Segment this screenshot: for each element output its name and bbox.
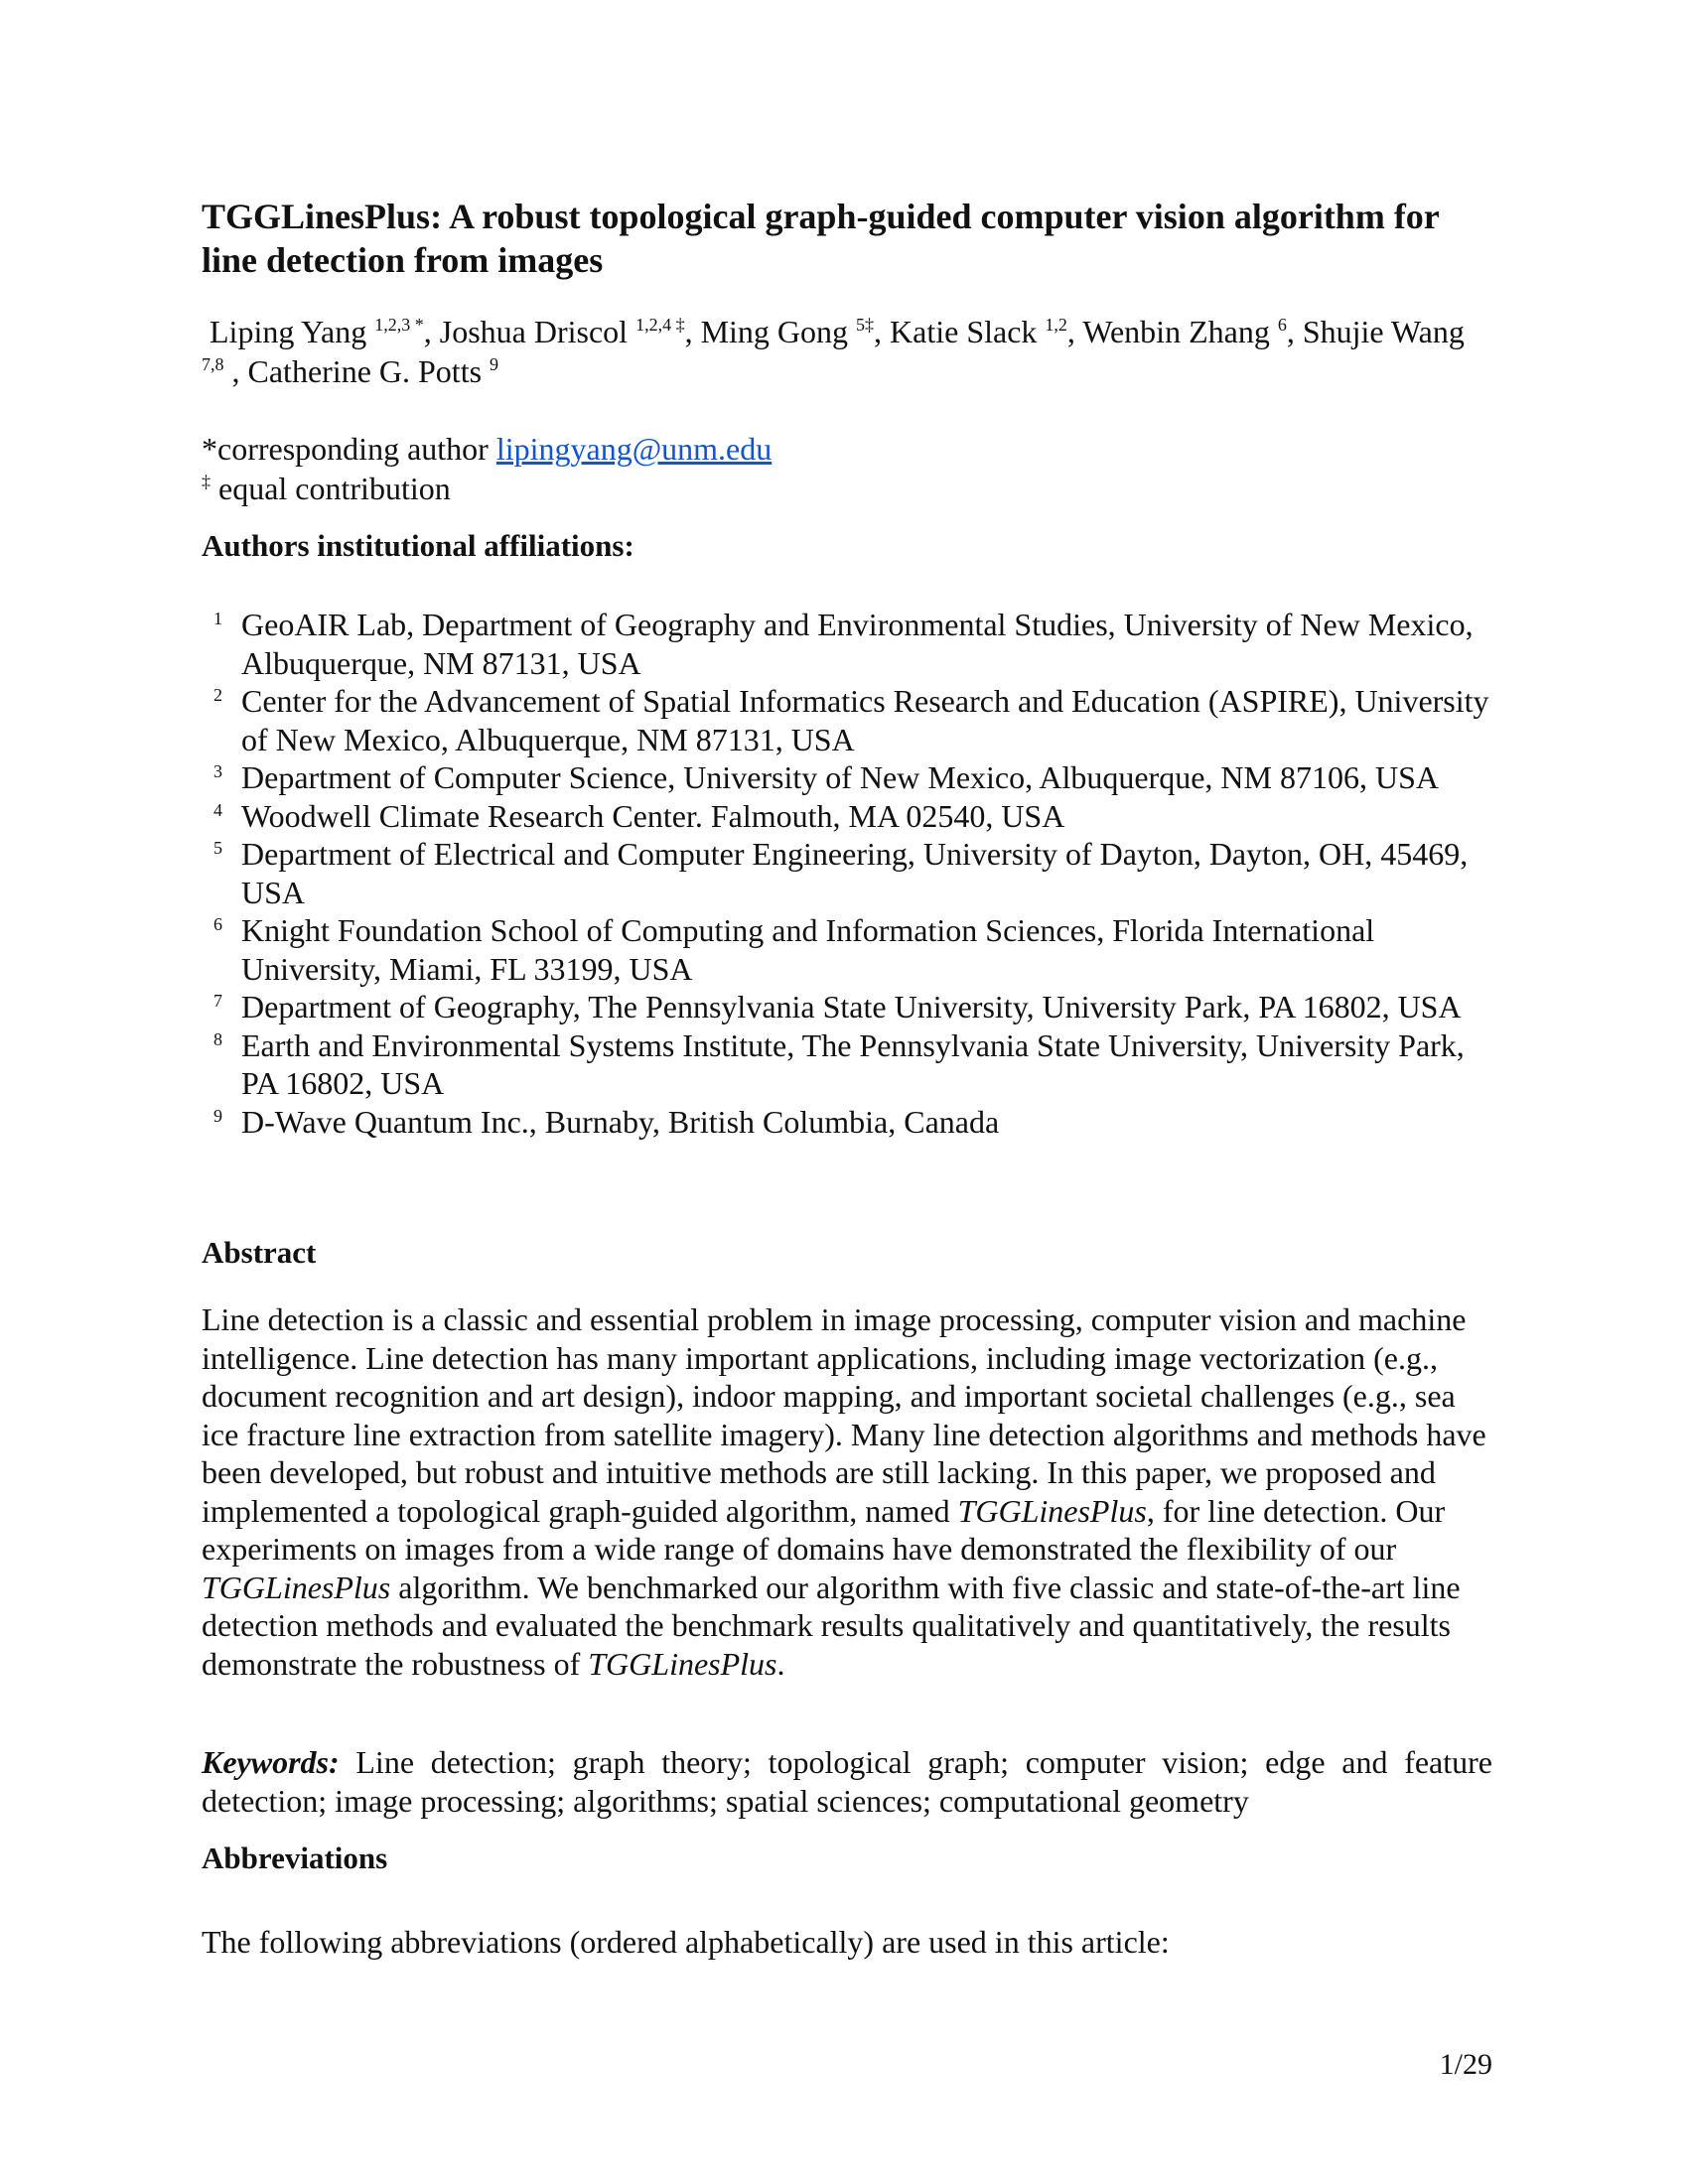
equal-contribution-text: equal contribution [211, 471, 451, 506]
abstract-text: Line detection is a classic and essential problem in image processing, computer vision and machine intelligence. Line detection has many important applications, including image vectorization (e.g., document recognition and art design), indoor mapping, and important societal challenges (e.g., sea ice fracture line extraction from satellite imagery). Many line detection algorithms and methods have been developed, but robust and intuitive methods are still lacking. In this paper, we proposed and implemented a topological graph-guided algorithm, named [202, 1301, 1486, 1529]
corresponding-author-line [202, 429, 1492, 469]
affiliation-number: 7 [213, 991, 222, 1011]
affiliation-item [202, 1103, 1492, 1142]
affiliation-item [202, 1026, 1492, 1103]
abstract-text: , for line detection. Our experiments on images from a wide range of domains have demonstrated the flexibility of our [202, 1492, 1446, 1567]
affiliation-item [202, 988, 1492, 1026]
author-separator: , [223, 353, 248, 389]
affiliation-text: Center for the Advancement of Spatial Informatics Research and Education (ASPIRE), University of New Mexico, Albuquerque, NM 87131, USA [241, 683, 1489, 757]
affiliation-number: 1 [213, 609, 222, 628]
abbreviations-intro: The following abbreviations (ordered alphabetically) are used in this article: [202, 1924, 1170, 1960]
affiliation-text: Knight Foundation School of Computing and Information Sciences, Florida International University, Miami, FL 33199, USA [241, 912, 1375, 987]
affiliation-text: Earth and Environmental Systems Institute, The Pennsylvania State University, University Park, PA 16802, USA [241, 1026, 1465, 1101]
affiliation-list [202, 606, 1492, 1141]
affiliation-item [202, 835, 1492, 911]
correspondence-block [202, 429, 1492, 508]
author-name: Ming Gong [700, 314, 849, 349]
affiliation-item [202, 606, 1492, 682]
affiliation-text: Woodwell Climate Research Center. Falmouth, MA 02540, USA [241, 797, 1065, 834]
affiliation-number: 5 [213, 838, 222, 858]
author-name: Joshua Driscol [439, 314, 629, 349]
keywords-text: Line detection; graph theory; topological graph; computer vision; edge and feature detection; image processing; algorithms; spatial sciences; computational geometry [202, 1744, 1492, 1819]
author-name: Wenbin Zhang [1082, 314, 1270, 349]
algorithm-name: TGGLinesPlus [202, 1569, 391, 1605]
author-separator: , [874, 314, 891, 349]
abstract-heading: Abstract [202, 1235, 317, 1270]
author-affiliation-marks: 9 [490, 354, 499, 374]
affiliation-number: 4 [213, 799, 222, 820]
algorithm-name: TGGLinesPlus [957, 1492, 1147, 1529]
keywords-paragraph [202, 1743, 1492, 1821]
affiliation-item [202, 682, 1492, 758]
affiliation-text: Department of Geography, The Pennsylvania State University, University Park, PA 16802, USA [241, 989, 1462, 1024]
author-separator: , [684, 314, 701, 349]
author-list [202, 312, 1492, 391]
equal-contribution-mark: ‡ [202, 472, 211, 491]
page-number: 1/29 [1439, 2048, 1492, 2081]
affiliation-text: Department of Computer Science, University of New Mexico, Albuquerque, NM 87106, USA [241, 759, 1439, 795]
affiliation-text: Department of Electrical and Computer Engineering, University of Dayton, Dayton, OH, 45469, USA [241, 836, 1469, 910]
author-affiliation-marks: 7,8 [202, 354, 224, 374]
affiliation-number: 2 [213, 685, 222, 705]
paper-page [202, 0, 1492, 2184]
author-name: Catherine G. Potts [247, 353, 483, 389]
author-separator: , [1286, 314, 1303, 349]
abstract-text: . [776, 1645, 785, 1682]
author-name: Katie Slack [890, 314, 1038, 349]
abstract-text: algorithm. We benchmarked our algorithm with five classic and state-of-the-art line detection methods and evaluated the benchmark results qualitatively and quantitatively, the results demonstrate the robustness of [202, 1569, 1461, 1682]
author-name: Shujie Wang [1302, 314, 1465, 349]
equal-contribution-line [202, 469, 1492, 508]
author-affiliation-marks: 1,2,3 * [374, 315, 424, 335]
affiliation-number: 6 [213, 914, 222, 934]
email-link[interactable]: lipingyang@unm.edu [495, 431, 773, 467]
author-name: Liping Yang [210, 314, 367, 349]
abbreviations-heading: Abbreviations [202, 1841, 388, 1875]
paper-title: TGGLinesPlus: A robust topological graph-guided computer vision algorithm for line detection from images [202, 197, 1440, 280]
author-separator: , [1066, 314, 1083, 349]
author-affiliation-marks: 1,2 [1045, 315, 1067, 335]
affiliation-text: GeoAIR Lab, Department of Geography and Environmental Studies, University of New Mexico, Albuquerque, NM 87131, USA [241, 607, 1474, 681]
author-affiliation-marks: 5‡ [856, 315, 875, 335]
keywords-label: Keywords: [202, 1744, 340, 1780]
affiliations-heading: Authors institutional affiliations: [202, 528, 634, 563]
author-affiliation-marks: 6 [1277, 315, 1287, 335]
algorithm-name: TGGLinesPlus [588, 1645, 777, 1682]
author-affiliation-marks: 1,2,4 ‡ [635, 315, 685, 335]
affiliation-number: 3 [213, 761, 222, 781]
author-separator: , [423, 314, 440, 349]
affiliation-item [202, 797, 1492, 836]
abstract-paragraph [202, 1300, 1492, 1683]
affiliation-number: 8 [213, 1028, 222, 1049]
affiliation-item [202, 758, 1492, 797]
affiliation-number: 9 [213, 1105, 222, 1126]
corresponding-author-label: *corresponding author [202, 431, 496, 467]
affiliation-text: D-Wave Quantum Inc., Burnaby, British Columbia, Canada [241, 1103, 1000, 1140]
affiliation-item [202, 911, 1492, 988]
